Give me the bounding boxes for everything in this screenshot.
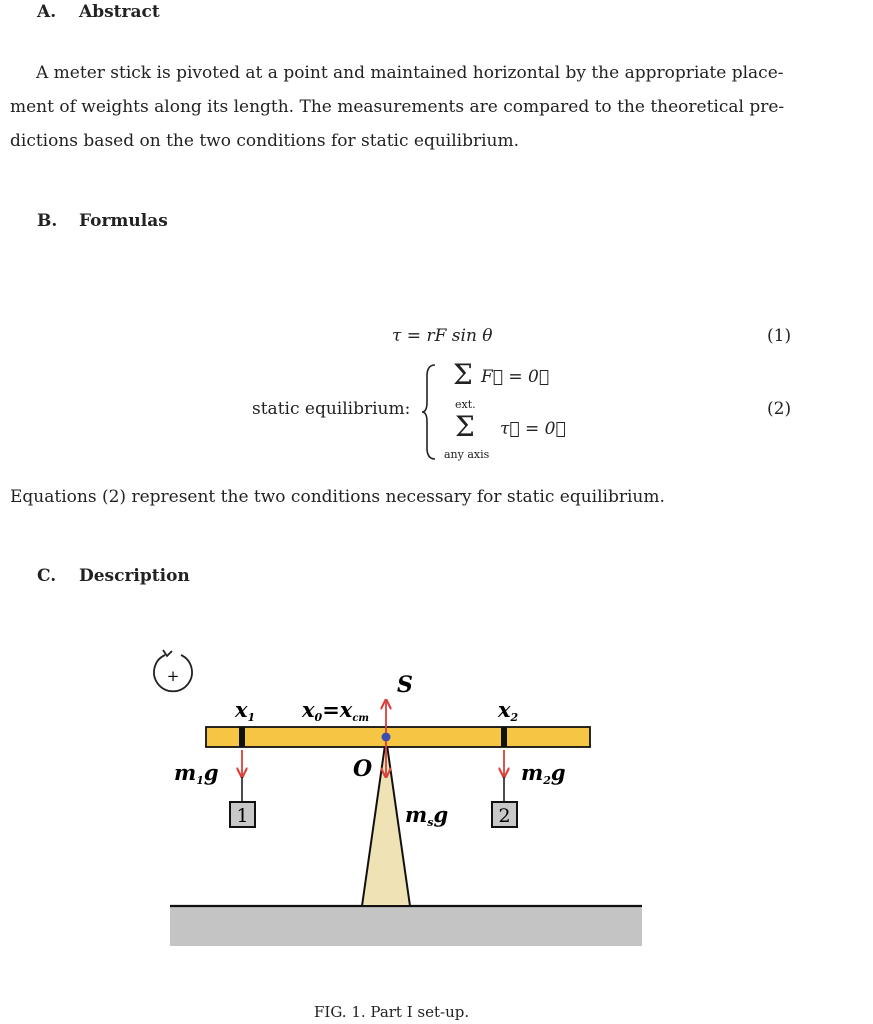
label-support-force: S [397, 672, 413, 698]
section-b-title: Formulas [79, 211, 168, 231]
label-m2g: m2g [521, 760, 566, 787]
meter-stick [206, 727, 590, 747]
pivot-point [382, 733, 391, 742]
sum-force-expression: F⃗ = 0⃗ [481, 367, 550, 387]
label-x1: x1 [235, 697, 256, 724]
sigma-force: Σ [453, 358, 473, 391]
label-msg: msg [405, 802, 449, 829]
figure-caption: FIG. 1. Part I set-up. [314, 1003, 470, 1021]
mass-1-label: 1 [236, 805, 249, 827]
equation-1-number: (1) [767, 326, 792, 346]
floor [170, 906, 642, 946]
abstract-paragraph [10, 56, 870, 158]
section-c-heading [37, 566, 190, 586]
sum-torque-expression: τ⃗ = 0⃗ [500, 419, 566, 439]
section-b-number: B. [37, 211, 58, 231]
section-c-title: Description [79, 566, 190, 586]
equation-2-brace [420, 362, 438, 462]
section-b-heading [37, 211, 168, 231]
equations-explanation: Equations (2) represent the two conditions necessary for static equilibrium. [10, 487, 665, 507]
figure-setup [0, 640, 873, 960]
sum-force-subscript: ext. [455, 398, 476, 411]
rotation-direction-icon [154, 650, 192, 691]
rotation-plus-sign: + [166, 667, 180, 685]
abstract-line-1: A meter stick is pivoted at a point and maintained horizontal by the appropriate place- [36, 63, 784, 83]
label-pivot-o: O [353, 756, 373, 782]
abstract-line-3: dictions based on the two conditions for static equilibrium. [10, 131, 520, 151]
sum-torque-subscript: any axis [444, 448, 490, 461]
label-x2: x2 [498, 697, 519, 724]
equation-2-label: static equilibrium: [252, 399, 411, 419]
mass-2-label: 2 [498, 805, 511, 827]
section-a-heading [37, 2, 160, 22]
equation-2-number: (2) [767, 399, 792, 419]
section-a-number: A. [37, 2, 57, 22]
section-a-title: Abstract [79, 2, 160, 22]
label-m1g: m1g [174, 760, 219, 787]
equation-1: τ = rF sin θ [392, 326, 493, 346]
abstract-line-2: ment of weights along its length. The measurements are compared to the theoretical pre- [10, 97, 785, 117]
label-x0-xcm: x0=xcm [302, 697, 369, 724]
hanger-1 [239, 727, 245, 747]
sigma-torque: Σ [455, 410, 475, 443]
section-c-number: C. [37, 566, 57, 586]
hanger-2 [501, 727, 507, 747]
